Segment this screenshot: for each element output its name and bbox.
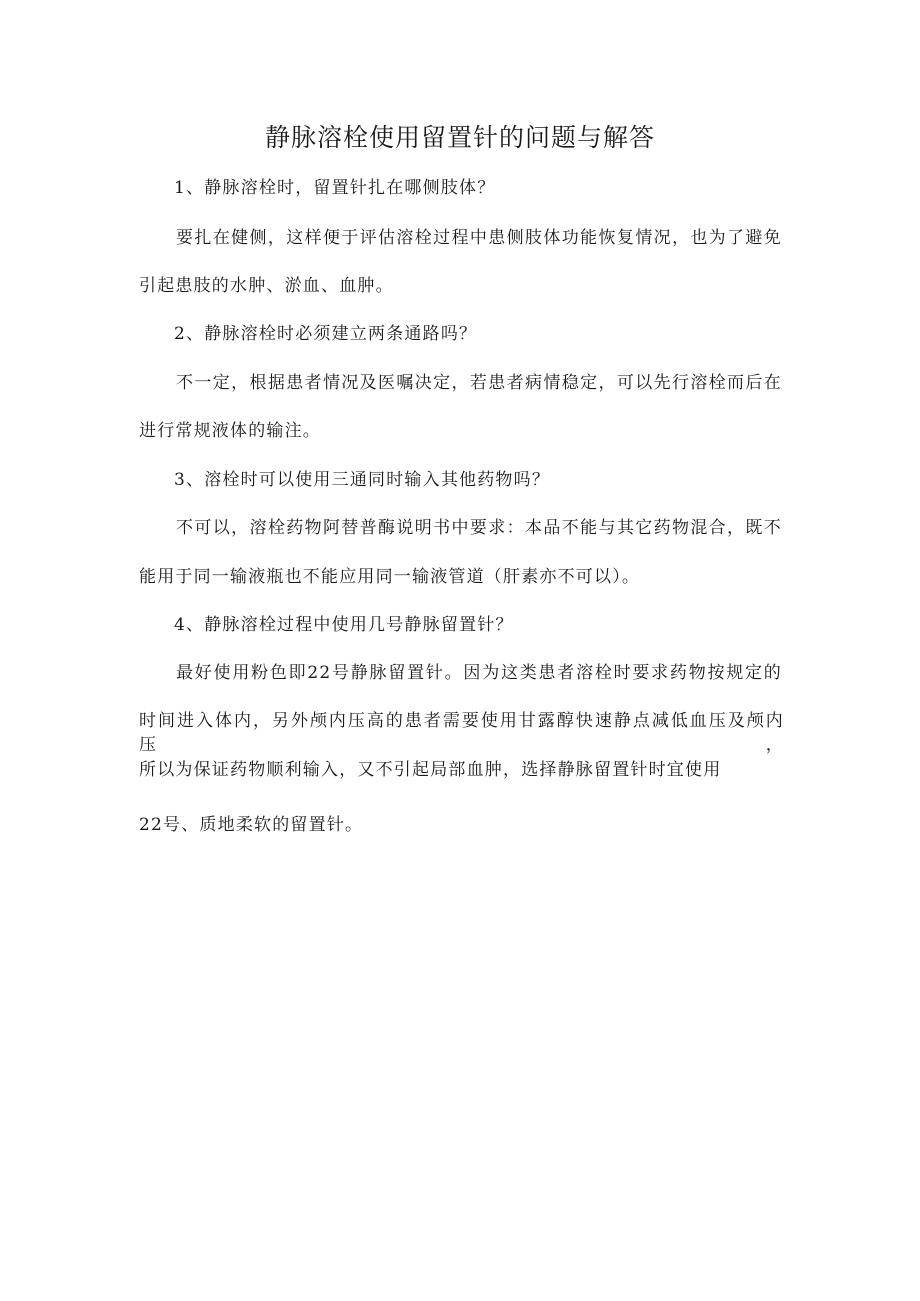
document-title: 静脉溶栓使用留置针的问题与解答 [264, 123, 655, 152]
question-3: 3、溶栓时可以使用三通同时输入其他药物吗？ [174, 470, 551, 490]
answer-4-line-2: 时间进入体内，另外颅内压高的患者需要使用甘露醇快速静点减低血压及颅内压， [139, 711, 784, 755]
question-4: 4、静脉溶栓过程中使用几号静脉留置针？ [174, 615, 514, 635]
answer-4-line-3: 所以为保证药物顺利输入，又不引起局部血肿，选择静脉留置针时宜使用 [139, 760, 722, 780]
question-2: 2、静脉溶栓时必须建立两条通路吗？ [174, 324, 478, 344]
answer-3-line-1: 不可以，溶栓药物阿替普酶说明书中要求：本品不能与其它药物混合，既不 [176, 518, 782, 538]
answer-2-line-2: 进行常规液体的输注。 [139, 421, 321, 441]
answer-4-line-4: 22号、质地柔软的留置针。 [139, 815, 364, 835]
answer-2-line-1: 不一定，根据患者情况及医嘱决定，若患者病情稳定，可以先行溶栓而后在 [176, 373, 782, 393]
answer-3-line-2: 能用于同一输液瓶也不能应用同一输液管道（肝素亦不可以）。 [139, 567, 641, 587]
answer-1-line-2: 引起患肢的水肿、淤血、血肿。 [139, 276, 394, 296]
answer-4-line-1: 最好使用粉色即22号静脉留置针。因为这类患者溶栓时要求药物按规定的 [176, 663, 782, 683]
answer-1-line-1: 要扎在健侧，这样便于评估溶栓过程中患侧肢体功能恢复情况，也为了避免 [176, 228, 782, 248]
question-1: 1、静脉溶栓时，留置针扎在哪侧肢体？ [174, 178, 496, 198]
